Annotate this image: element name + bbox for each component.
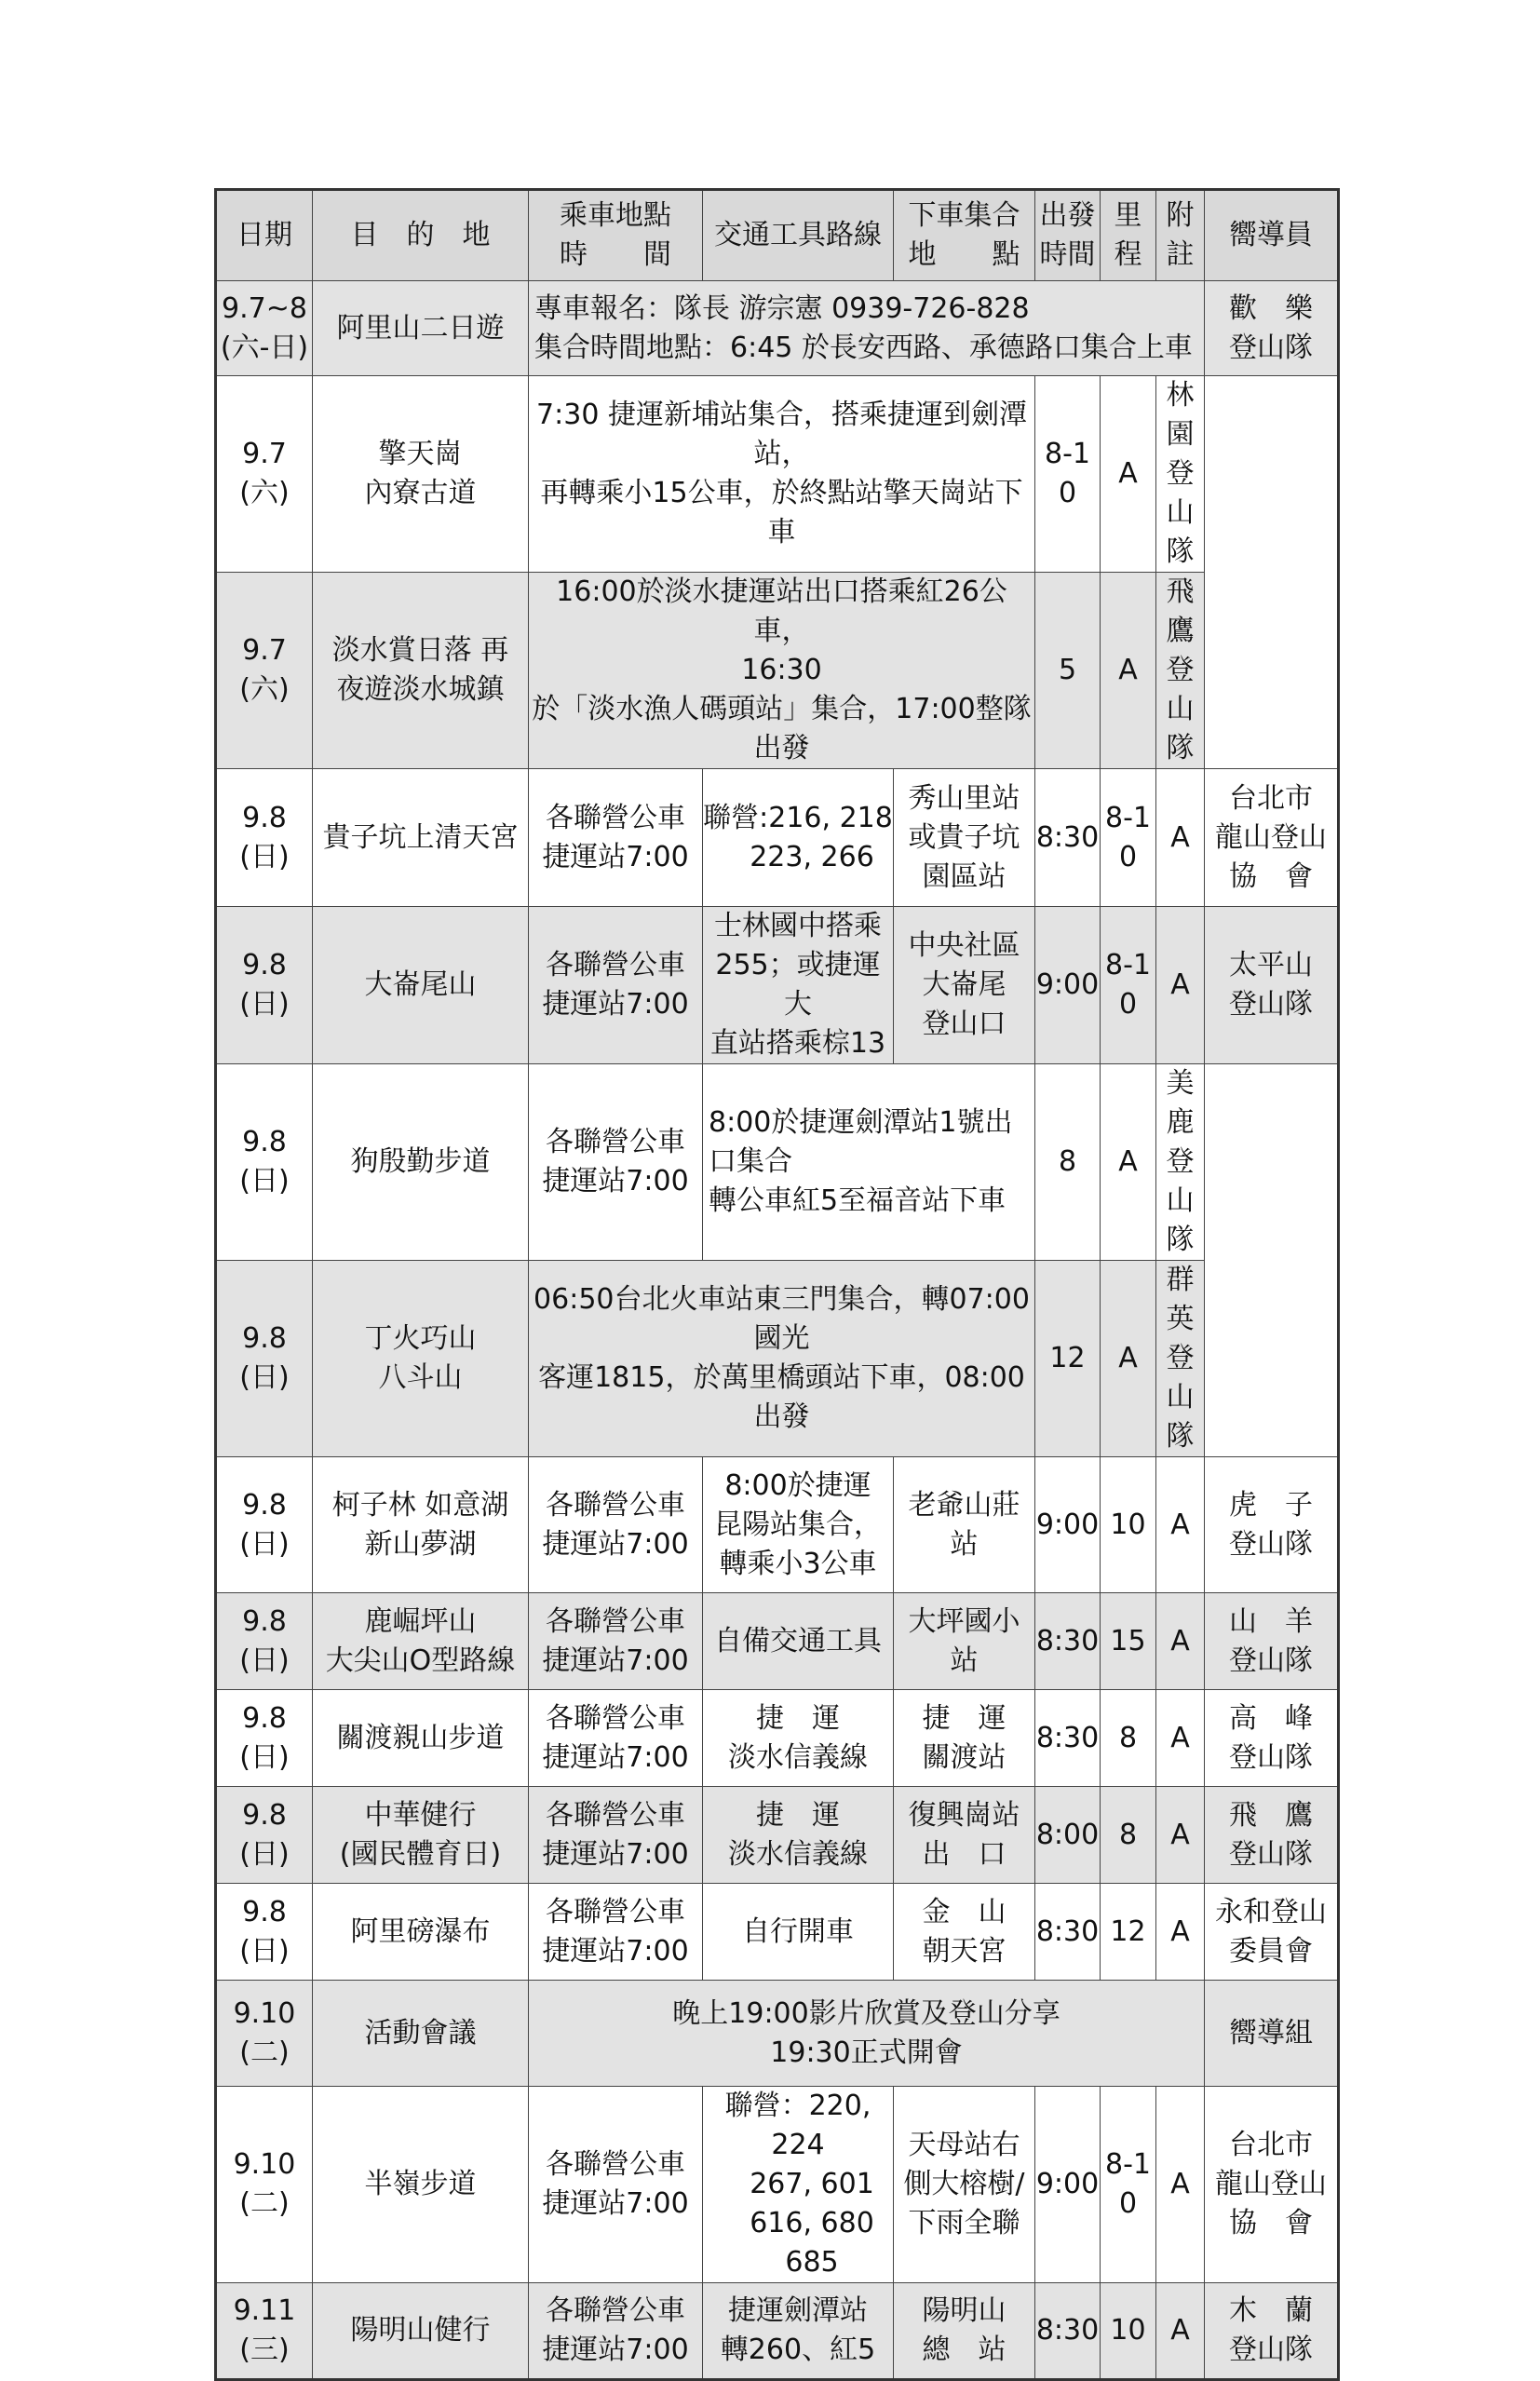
- route-cell: 自行開車: [703, 1884, 894, 1981]
- header-distance: 里 程: [1101, 190, 1156, 281]
- date-cell: 9.8 (日): [216, 1457, 313, 1593]
- route-cell: 聯營：220, 224 267, 601 616, 680 685: [703, 2087, 894, 2283]
- guide-cell: 飛 鷹 登山隊: [1156, 573, 1205, 769]
- boarding-cell: 各聯營公車 捷運站7:00: [529, 1064, 703, 1261]
- meeting-point-cell: 老爺山莊 站: [894, 1457, 1035, 1593]
- boarding-cell: 各聯營公車 捷運站7:00: [529, 2087, 703, 2283]
- guide-cell: 台北市 龍山登山 協 會: [1205, 2087, 1339, 2283]
- boarding-cell: 各聯營公車 捷運站7:00: [529, 1690, 703, 1787]
- distance-cell: 8: [1035, 1064, 1101, 1261]
- info-cell: 晚上19:00影片欣賞及登山分享 19:30正式開會: [529, 1981, 1205, 2087]
- guide-cell: 永和登山 委員會: [1205, 1884, 1339, 1981]
- date-cell: 9.10 (二): [216, 1981, 313, 2087]
- distance-cell: 8: [1101, 1787, 1156, 1884]
- guide-cell: 山 羊 登山隊: [1205, 1593, 1339, 1690]
- date-cell: 9.11 (三): [216, 2283, 313, 2380]
- destination-cell: 大崙尾山: [313, 907, 529, 1064]
- date-cell: 9.8 (日): [216, 1064, 313, 1261]
- table-row: [216, 1593, 1339, 1690]
- distance-cell: 8: [1101, 1690, 1156, 1787]
- boarding-cell: 各聯營公車 捷運站7:00: [529, 1787, 703, 1884]
- boarding-cell: 各聯營公車 捷運站7:00: [529, 1593, 703, 1690]
- distance-cell: 8-1 0: [1035, 376, 1101, 573]
- table-row: [216, 2283, 1339, 2380]
- header-row: [216, 190, 1339, 281]
- note-cell: A: [1156, 1787, 1205, 1884]
- info-cell: 06:50台北火車站東三門集合，轉07:00國光 客運1815，於萬里橋頭站下車，08:00出發: [529, 1261, 1035, 1457]
- date-cell: 9.7~8 (六-日): [216, 281, 313, 376]
- departure-time-cell: 9:00: [1035, 2087, 1101, 2283]
- date-cell: 9.8 (日): [216, 1593, 313, 1690]
- header-meeting: 下車集合 地 點: [894, 190, 1035, 281]
- guide-cell: 歡 樂 登山隊: [1205, 281, 1339, 376]
- table-row: [216, 281, 1339, 376]
- table-row: [216, 907, 1339, 1064]
- guide-cell: 美 鹿 登山隊: [1156, 1064, 1205, 1261]
- table-row: [216, 1981, 1339, 2087]
- distance-cell: 12: [1035, 1261, 1101, 1457]
- meeting-point-cell: 秀山里站 或貴子坑 園區站: [894, 769, 1035, 907]
- table-row: [216, 1884, 1339, 1981]
- route-cell: 自備交通工具: [703, 1593, 894, 1690]
- destination-cell: 擎天崗 內寮古道: [313, 376, 529, 573]
- table-row: [216, 2087, 1339, 2283]
- note-cell: A: [1156, 2087, 1205, 2283]
- info-cell: 8:00於捷運劍潭站1號出口集合 轉公車紅5至福音站下車: [703, 1064, 1035, 1261]
- distance-cell: 10: [1101, 1457, 1156, 1593]
- departure-time-cell: 8:30: [1035, 1690, 1101, 1787]
- table-row: [216, 1064, 1339, 1261]
- header-route: 交通工具路線: [703, 190, 894, 281]
- departure-time-cell: 8:00: [1035, 1787, 1101, 1884]
- departure-time-cell: 8:30: [1035, 1593, 1101, 1690]
- note-cell: A: [1101, 1261, 1156, 1457]
- boarding-cell: 各聯營公車 捷運站7:00: [529, 769, 703, 907]
- destination-cell: 淡水賞日落 再 夜遊淡水城鎮: [313, 573, 529, 769]
- guide-cell: 高 峰 登山隊: [1205, 1690, 1339, 1787]
- meeting-point-cell: 陽明山 總 站: [894, 2283, 1035, 2380]
- header-note: 附 註: [1156, 190, 1205, 281]
- meeting-point-cell: 捷 運 關渡站: [894, 1690, 1035, 1787]
- note-cell: A: [1156, 1884, 1205, 1981]
- distance-cell: 10: [1101, 2283, 1156, 2380]
- date-cell: 9.7 (六): [216, 376, 313, 573]
- destination-cell: 陽明山健行: [313, 2283, 529, 2380]
- meeting-point-cell: 復興崗站 出 口: [894, 1787, 1035, 1884]
- meeting-point-cell: 金 山 朝天宮: [894, 1884, 1035, 1981]
- note-cell: A: [1156, 769, 1205, 907]
- header-destination: 目 的 地: [313, 190, 529, 281]
- destination-cell: 鹿崛坪山 大尖山O型路線: [313, 1593, 529, 1690]
- table-row: [216, 573, 1339, 769]
- route-cell: 捷 運 淡水信義線: [703, 1787, 894, 1884]
- date-cell: 9.8 (日): [216, 1787, 313, 1884]
- note-cell: A: [1156, 1593, 1205, 1690]
- distance-cell: 8-1 0: [1101, 769, 1156, 907]
- destination-cell: 半嶺步道: [313, 2087, 529, 2283]
- meeting-point-cell: 天母站右 側大榕樹/ 下雨全聯: [894, 2087, 1035, 2283]
- destination-cell: 關渡親山步道: [313, 1690, 529, 1787]
- departure-time-cell: 8:30: [1035, 1884, 1101, 1981]
- guide-cell: 飛 鷹 登山隊: [1205, 1787, 1339, 1884]
- guide-cell: 林 園 登山隊: [1156, 376, 1205, 573]
- guide-cell: 虎 子 登山隊: [1205, 1457, 1339, 1593]
- destination-cell: 丁火巧山 八斗山: [313, 1261, 529, 1457]
- table-row: [216, 1457, 1339, 1593]
- header-boarding: 乘車地點 時 間: [529, 190, 703, 281]
- destination-cell: 活動會議: [313, 1981, 529, 2087]
- note-cell: A: [1101, 376, 1156, 573]
- destination-cell: 狗殷勤步道: [313, 1064, 529, 1261]
- info-cell: 16:00於淡水捷運站出口搭乘紅26公車， 16:30 於「淡水漁人碼頭站」集合，17:00整隊出發: [529, 573, 1035, 769]
- guide-cell: 嚮導組: [1205, 1981, 1339, 2087]
- distance-cell: 15: [1101, 1593, 1156, 1690]
- header-date: 日期: [216, 190, 313, 281]
- destination-cell: 貴子坑上清天宮: [313, 769, 529, 907]
- route-cell: 士林國中搭乘 255；或捷運大 直站搭乘棕13: [703, 907, 894, 1064]
- table-row: [216, 1690, 1339, 1787]
- meeting-point-cell: 大坪國小 站: [894, 1593, 1035, 1690]
- guide-cell: 台北市 龍山登山 協 會: [1205, 769, 1339, 907]
- note-cell: A: [1156, 1457, 1205, 1593]
- route-cell: 捷 運 淡水信義線: [703, 1690, 894, 1787]
- note-cell: A: [1156, 1690, 1205, 1787]
- header-departure: 出發 時間: [1035, 190, 1101, 281]
- schedule-table: [214, 188, 1340, 2381]
- table-row: [216, 376, 1339, 573]
- header-guide: 嚮導員: [1205, 190, 1339, 281]
- destination-cell: 阿里磅瀑布: [313, 1884, 529, 1981]
- boarding-cell: 各聯營公車 捷運站7:00: [529, 907, 703, 1064]
- distance-cell: 5: [1035, 573, 1101, 769]
- destination-cell: 阿里山二日遊: [313, 281, 529, 376]
- boarding-cell: 各聯營公車 捷運站7:00: [529, 1884, 703, 1981]
- info-cell: 7:30 捷運新埔站集合，搭乘捷運到劍潭站， 再轉乘小15公車，於終點站擎天崗站下車: [529, 376, 1035, 573]
- guide-cell: 太平山 登山隊: [1205, 907, 1339, 1064]
- note-cell: A: [1156, 2283, 1205, 2380]
- boarding-cell: 各聯營公車 捷運站7:00: [529, 1457, 703, 1593]
- info-cell: 專車報名：隊長 游宗憲 0939-726-828 集合時間地點：6:45 於長安西路、承德路口集合上車: [529, 281, 1205, 376]
- distance-cell: 8-1 0: [1101, 907, 1156, 1064]
- departure-time-cell: 8:30: [1035, 2283, 1101, 2380]
- date-cell: 9.7 (六): [216, 573, 313, 769]
- meeting-point-cell: 中央社區 大崙尾 登山口: [894, 907, 1035, 1064]
- distance-cell: 8-1 0: [1101, 2087, 1156, 2283]
- date-cell: 9.8 (日): [216, 1261, 313, 1457]
- route-cell: 聯營:216, 218 223, 266: [703, 769, 894, 907]
- note-cell: A: [1101, 573, 1156, 769]
- departure-time-cell: 9:00: [1035, 907, 1101, 1064]
- destination-cell: 中華健行 (國民體育日): [313, 1787, 529, 1884]
- date-cell: 9.8 (日): [216, 1884, 313, 1981]
- date-cell: 9.8 (日): [216, 769, 313, 907]
- route-cell: 捷運劍潭站 轉260、紅5: [703, 2283, 894, 2380]
- date-cell: 9.8 (日): [216, 907, 313, 1064]
- date-cell: 9.8 (日): [216, 1690, 313, 1787]
- guide-cell: 群 英 登山隊: [1156, 1261, 1205, 1457]
- table-row: [216, 769, 1339, 907]
- guide-cell: 木 蘭 登山隊: [1205, 2283, 1339, 2380]
- boarding-cell: 各聯營公車 捷運站7:00: [529, 2283, 703, 2380]
- table-row: [216, 1787, 1339, 1884]
- distance-cell: 12: [1101, 1884, 1156, 1981]
- route-cell: 8:00於捷運 昆陽站集合， 轉乘小3公車: [703, 1457, 894, 1593]
- destination-cell: 柯子林 如意湖 新山夢湖: [313, 1457, 529, 1593]
- table-row: [216, 1261, 1339, 1457]
- departure-time-cell: 8:30: [1035, 769, 1101, 907]
- note-cell: A: [1101, 1064, 1156, 1261]
- note-cell: A: [1156, 907, 1205, 1064]
- departure-time-cell: 9:00: [1035, 1457, 1101, 1593]
- date-cell: 9.10 (二): [216, 2087, 313, 2283]
